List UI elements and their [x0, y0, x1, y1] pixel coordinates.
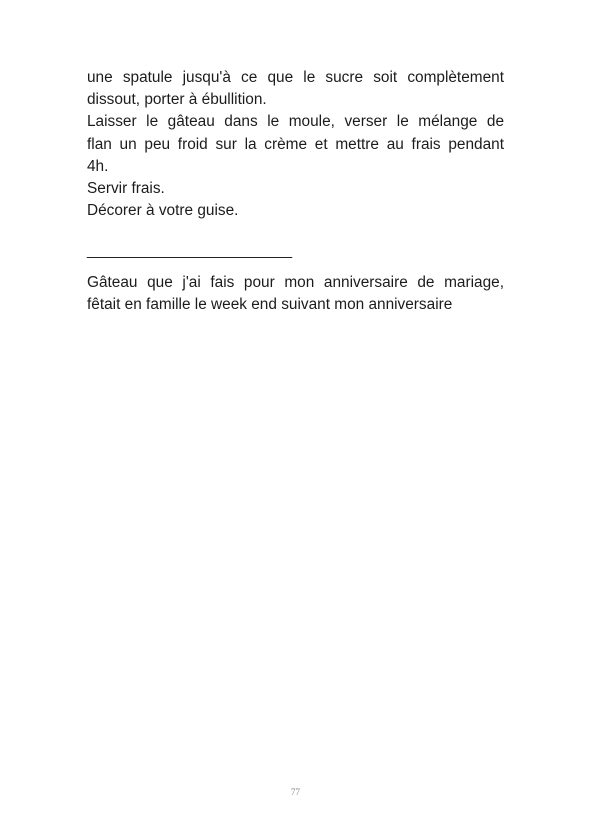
- recipe-instructions: [87, 67, 504, 222]
- separator-line: ___________________________: [87, 242, 292, 259]
- recipe-line-4: flan un peu froid sur la crème et mettre au frais pendant: [87, 135, 504, 153]
- recipe-line-7: Décorer à votre guise.: [87, 202, 239, 220]
- recipe-line-2: dissout, porter à ébullition.: [87, 91, 267, 109]
- recipe-line-1: une spatule jusqu'à ce que le sucre soit complètement: [87, 69, 504, 86]
- note-line-2: fêtait en famille le week end suivant mon anniversaire: [87, 296, 453, 314]
- page-number: 77: [291, 787, 300, 797]
- recipe-line-3: Laisser le gâteau dans le moule, verser le mélange de: [87, 113, 504, 131]
- recipe-line-5: 4h.: [87, 157, 109, 175]
- note-line-1: Gâteau que j'ai fais pour mon anniversaire de mariage,: [87, 274, 504, 291]
- recipe-line-6: Servir frais.: [87, 180, 165, 198]
- cake-note: [87, 272, 504, 316]
